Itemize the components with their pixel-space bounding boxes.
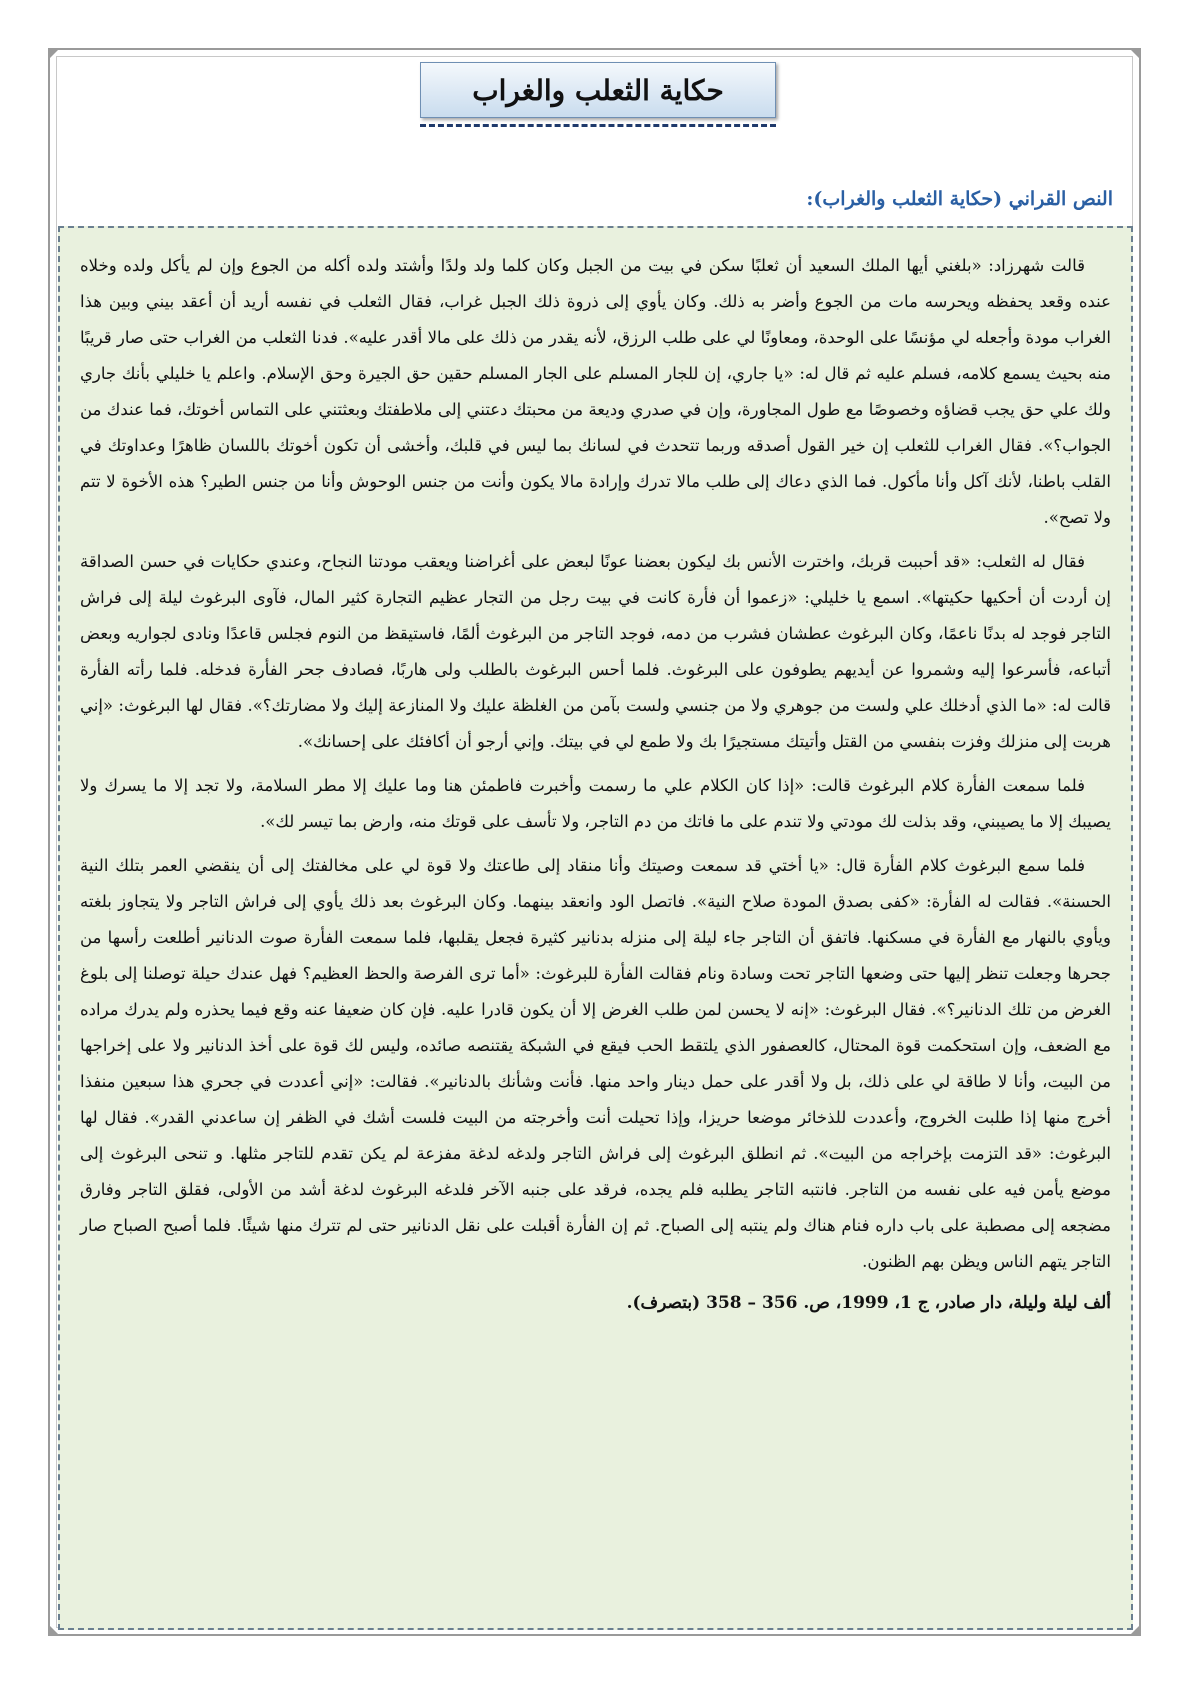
corner-ornament-top-right bbox=[1129, 48, 1141, 60]
story-paragraph-2: فقال له الثعلب: «قد أحببت قربك، واخترت الأنس بك ليكون بعضنا عونًا لبعض على أغراضنا ويعقب مودتنا النجاح، وعندي حكايات في حسن الصداقة إن أردت أن أحكيها حكيتها». اسمع يا خليلي: «زعموا أن فأرة كانت في بيت رجل من التجار عظيم التجارة كثير المال، فآوى البرغوث ليلة إلى فراش التاجر فوجد له بدنًا ناعمًا، وكان البرغوث عطشان فشرب من دمه، فوجد التاجر من البرغوث ألمًا، فاستيقظ من النوم فجلس قاعدًا ونادى لجواريه وبعض أتباعه، فأسرعوا إليه وشمروا عن أيديهم يطوفون على البرغوث. فلما أحس البرغوث بالطلب ولى هاربًا، فصادف جحر الفأرة فدخله. فلما رأته الفأرة قالت له: «ما الذي أدخلك علي ولست من جوهري ولا من جنسي ولست بآمن من الغلظة عليك ولا المنازعة إليك ولا مضارتك؟». فقال لها البرغوث: «إني هربت إلى منزلك وفزت بنفسي من القتل وأتيتك مستجيرًا بك ولا طمع لي في بيتك. وإني أرجو أن أكافئك على إحسانك». bbox=[80, 552, 1111, 751]
section-heading: النص القراني (حكاية الثعلب والغراب): bbox=[806, 188, 1113, 210]
title-box bbox=[420, 62, 776, 118]
story-text-panel bbox=[58, 226, 1133, 1630]
title-dashed-underline bbox=[420, 124, 776, 127]
page-title: حكاية الثعلب والغراب bbox=[472, 73, 724, 107]
corner-ornament-top-left bbox=[48, 48, 60, 60]
story-paragraph-3: فلما سمعت الفأرة كلام البرغوث قالت: «إذا كان الكلام علي ما رسمت وأخبرت فاطمئن هنا وما عليك إلا مطر السلامة، ولا تجد إلا ما يسرك ولا يصيبك إلا ما يصيبني، وقد بذلت لك مودتي ولا تندم على ما فاتك من دم التاجر، ولا تأسف على قوتك منه، وارض بما تيسر لك». bbox=[80, 776, 1111, 831]
story-paragraph-4: فلما سمع البرغوث كلام الفأرة قال: «يا أختي قد سمعت وصيتك وأنا منقاد إلى طاعتك ولا قوة لي على مخالفتك إلى أن ينقضي العمر بتلك النية الحسنة». فقالت له الفأرة: «كفى بصدق المودة صلاح النية». فاتصل الود وانعقد بينهما. وكان البرغوث بعد ذلك يأوي إلى فراش التاجر ولا يتجاوز بلغته ويأوي بالنهار مع الفأرة في مسكنها. فاتفق أن التاجر جاء ليلة إلى منزله بدنانير كثيرة فجعل يقلبها، فلما سمعت الفأرة صوت الدنانير أطلعت رأسها من جحرها وجعلت تنظر إليها حتى وضعها التاجر تحت وسادة ونام فقالت الفأرة للبرغوث: «أما ترى الفرصة والحظ العظيم؟ فهل عندك حيلة توصلنا إلى بلوغ الغرض من تلك الدنانير؟». فقال البرغوث: «إنه لا يحسن لمن طلب الغرض إلا أن يكون قادرا عليه. فإن كان ضعيفا عنه وقع فيما يحذره ولم يدرك مراده مع الضعف، وإن استحكمت قوة المحتال، كالعصفور الذي يلتقط الحب فيقع في الشبكة يقتنصه صائده، وليس لك قوة على أخذ الدنانير ولا على إخراجها من البيت، وأنا لا طاقة لي على ذلك، بل ولا أقدر على حمل دينار واحد منها. فأنت وشأنك بالدنانير». فقالت: «إني أعددت في جحري هذا سبعين منفذا أخرج منها إذا طلبت الخروج، وأعددت للذخائر موضعا حريزا، وإذا تحيلت أنت وأخرجته من البيت فلست أشك في الظفر إن ساعدني القدر». فقال لها البرغوث: «قد التزمت بإخراجه من البيت». ثم انطلق البرغوث إلى فراش التاجر ولدغه لدغة مفزعة لم يكن تقدم للتاجر مثلها. و تنحى البرغوث إلى موضع يأمن فيه على نفسه من التاجر. فانتبه التاجر يطلبه فلم يجده، فرقد على جنبه الآخر فلدغه البرغوث لدغة أشد من الأولى، فقلق التاجر وفارق مضجعه إلى مصطبة على باب داره فنام هناك ولم ينتبه إلى الصباح. ثم إن الفأرة أقبلت على نقل الدنانير حتى لم تترك منها شيئًا. فلما أصبح الصباح صار التاجر يتهم الناس ويظن بهم الظنون. bbox=[80, 856, 1111, 1271]
source-reference: ألف ليلة وليلة، دار صادر، ج 1، 1999، ص. 356 – 358 (بتصرف). bbox=[626, 1293, 1111, 1313]
story-paragraph-1: قالت شهرزاد: «بلغني أيها الملك السعيد أن ثعلبًا سكن في بيت من الجبل وكان كلما ولد ولدًا وأشتد ولده أكله من الجوع وإن لم يأكل ولده وخلاه عنده وقعد يحفظه ويحرسه مات من الجوع وأضر به ذلك. وكان يأوي إلى ذروة ذلك الجبل غراب، فقال الثعلب في نفسه أريد أن أعقد بيني وبين هذا الغراب مودة وأجعله لي مؤنسًا على الوحدة، ومعاونًا لي على طلب الرزق، لأنه يقدر من ذلك على مالا أقدر عليه». فدنا الثعلب من الغراب حتى صار قريبًا منه بحيث يسمع كلامه، فسلم عليه ثم قال له: «يا جاري، إن للجار المسلم على الجار المسلم حقين حق الجيرة وحق الإسلام. واعلم يا خليلي بأنك جاري ولك علي حق يجب قضاؤه وخصوصًا مع طول المجاورة، وإن في صدري وديعة من محبتك دعتني إلى ملاطفتك وبعثتني على التماس أخوتك، فما عندك من الجواب؟». فقال الغراب للثعلب إن خير القول أصدقه وربما تتحدث في لسانك بما ليس في قلبك، وأخشى أن تكون أخوتك باللسان ظاهرًا وعداوتك في القلب باطنا، لأنك آكل وأنا مأكول. فما الذي دعاك إلى طلب مالا تدرك وإرادة مالا يكون وأنت من جنس الوحوش وأنا من جنس الطير؟ هذه الأخوة لا تتم ولا تصح». bbox=[80, 256, 1111, 527]
